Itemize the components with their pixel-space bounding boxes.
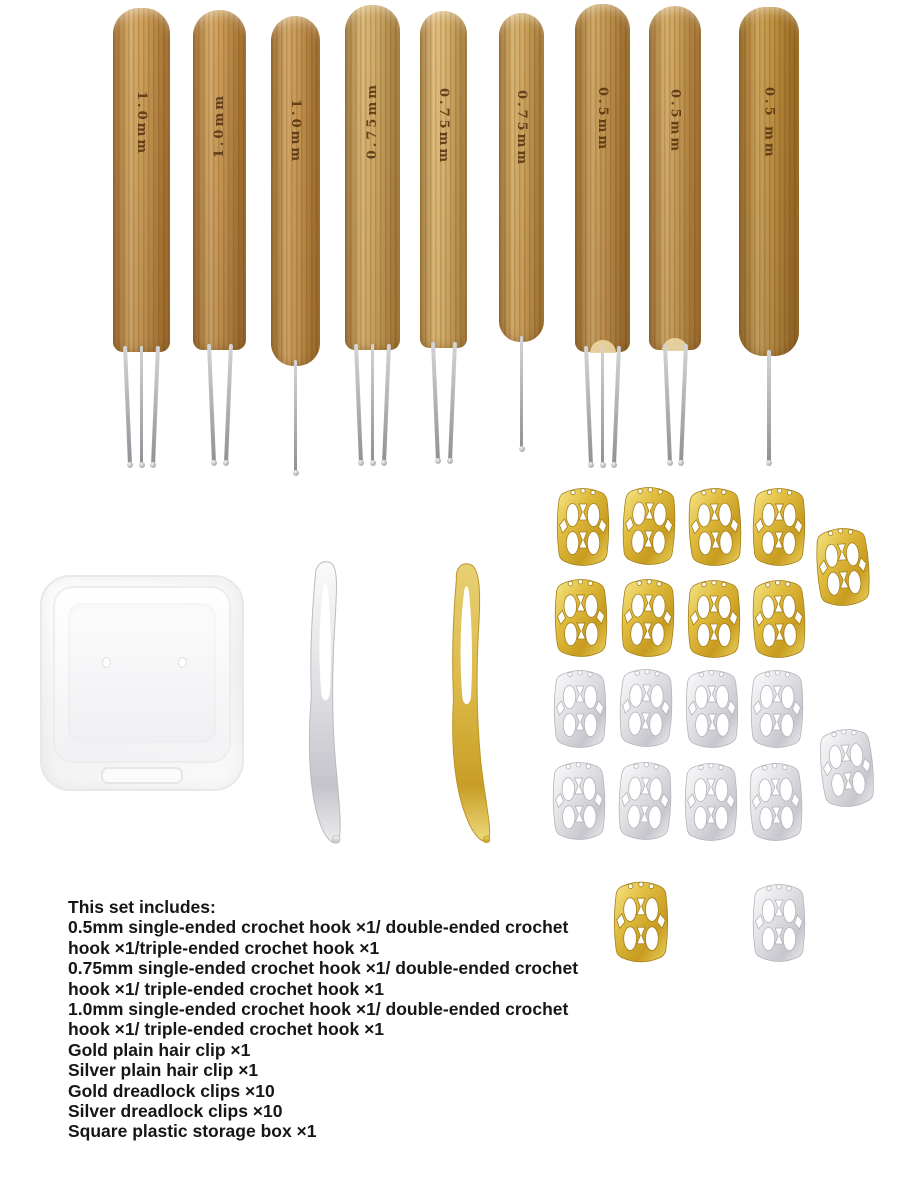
hook-size-text: 0.5mm (595, 87, 610, 153)
set-description (68, 897, 602, 1142)
hook-pin (584, 346, 593, 466)
storage-box-latch (101, 767, 183, 784)
hook-size-label (271, 72, 320, 192)
hook-pin (382, 344, 391, 464)
gold-dreadlock-clip (749, 576, 810, 662)
silver-dreadlock-clip (750, 881, 808, 965)
silver-dreadlock-clip (746, 759, 807, 845)
crochet-hook-2 (193, 10, 246, 350)
hook-pin (123, 346, 132, 466)
gold-dreadlock-clip (612, 878, 670, 966)
hook-pin (767, 350, 771, 464)
description-line: Silver dreadlock clips ×10 (68, 1101, 283, 1122)
crochet-hook-5 (420, 11, 467, 348)
hook-size-label (739, 63, 799, 183)
crochet-hook-9 (739, 7, 799, 356)
description-title: This set includes: (68, 897, 216, 917)
hook-pin (663, 344, 672, 464)
hook-size-text: 0.75mm (365, 82, 380, 160)
bamboo-handle (649, 6, 701, 350)
hook-pin (520, 336, 524, 450)
hook-size-text: 0.75mm (436, 88, 451, 166)
bamboo-handle (193, 10, 246, 350)
storage-box (40, 575, 244, 791)
bamboo-handle (420, 11, 467, 348)
hook-size-label (113, 64, 170, 184)
hook-pin (612, 346, 621, 466)
hook-size-label (649, 62, 701, 182)
hook-pins (420, 342, 467, 462)
hook-pins (345, 344, 400, 464)
hook-pin (371, 344, 375, 464)
description-line: Gold plain hair clip ×1 (68, 1039, 251, 1060)
hook-pins (649, 344, 701, 464)
hook-pins (271, 360, 320, 474)
gold-dreadlock-clip (551, 576, 610, 661)
silver-dreadlock-clip (616, 665, 677, 751)
gold-dreadlock-clip (685, 484, 746, 570)
silver-dreadlock-clip (551, 667, 609, 751)
gold-dreadlock-clip (749, 485, 808, 570)
hook-pin (679, 344, 688, 464)
hook-size-label (575, 60, 630, 180)
bamboo-handle (575, 4, 630, 352)
description-line: 0.5mm single-ended crochet hook ×1/ double-ended crochet (68, 917, 569, 938)
hook-pin (447, 342, 456, 462)
hook-pin (140, 346, 144, 466)
crochet-hook-4 (345, 5, 400, 350)
hook-size-label (499, 69, 544, 189)
gold-hair-clip (438, 560, 504, 852)
hook-pins (739, 350, 799, 464)
hook-pins (499, 336, 544, 450)
description-line: Square plastic storage box ×1 (68, 1121, 317, 1142)
hook-size-label (193, 66, 246, 186)
bamboo-handle (345, 5, 400, 350)
bamboo-handle (739, 7, 799, 356)
silver-dreadlock-clip (682, 667, 741, 752)
silver-dreadlock-clip (747, 667, 806, 752)
crochet-hook-6 (499, 13, 544, 342)
hook-size-text: 0.75mm (514, 90, 529, 168)
description-line: Gold dreadlock clips ×10 (68, 1080, 275, 1101)
gold-dreadlock-clip (811, 523, 875, 611)
crochet-hook-1 (113, 8, 170, 352)
hook-size-label (345, 61, 400, 181)
hook-pin (151, 346, 160, 466)
bamboo-handle (271, 16, 320, 366)
gold-dreadlock-clip (554, 485, 612, 569)
hook-pin (431, 342, 440, 462)
hook-size-text: 1.0mm (212, 93, 227, 159)
description-line: Silver plain hair clip ×1 (68, 1060, 259, 1081)
description-line: hook ×1/ triple-ended crochet hook ×1 (68, 1019, 385, 1040)
silver-dreadlock-clip (814, 724, 879, 813)
hook-pins (193, 344, 246, 464)
description-line: 0.75mm single-ended crochet hook ×1/ double-ended crochet (68, 958, 579, 979)
gold-dreadlock-clip (618, 575, 679, 661)
crochet-hook-3 (271, 16, 320, 366)
box-hinge-dot (102, 657, 111, 668)
storage-box-inner (68, 603, 216, 743)
silver-dreadlock-clip (615, 758, 676, 844)
hook-pin (207, 344, 216, 464)
silver-dreadlock-clip (549, 759, 608, 844)
description-line: 1.0mm single-ended crochet hook ×1/ double-ended crochet (68, 999, 569, 1020)
bamboo-handle (113, 8, 170, 352)
hook-pin (601, 346, 605, 466)
hook-size-text: 1.0mm (288, 99, 303, 165)
hook-pin (294, 360, 298, 474)
hook-size-text: 1.0mm (134, 91, 149, 157)
silver-hair-clip (294, 558, 358, 850)
crochet-hook-7 (575, 4, 630, 352)
hook-size-text: 0.5 mm (761, 86, 777, 160)
crochet-hook-8 (649, 6, 701, 350)
gold-dreadlock-clip (619, 483, 680, 569)
hook-size-label (420, 67, 467, 187)
description-line: hook ×1/ triple-ended crochet hook ×1 (68, 978, 385, 999)
hook-pin (223, 344, 232, 464)
gold-dreadlock-clip (685, 577, 743, 661)
bamboo-handle (499, 13, 544, 342)
description-line: hook ×1/triple-ended crochet hook ×1 (68, 937, 380, 958)
hook-size-text: 0.5mm (667, 89, 683, 155)
hook-pins (113, 346, 170, 466)
hook-pin (354, 344, 363, 464)
hook-pins (575, 346, 630, 466)
box-hinge-dot (178, 657, 187, 668)
silver-dreadlock-clip (682, 760, 740, 844)
